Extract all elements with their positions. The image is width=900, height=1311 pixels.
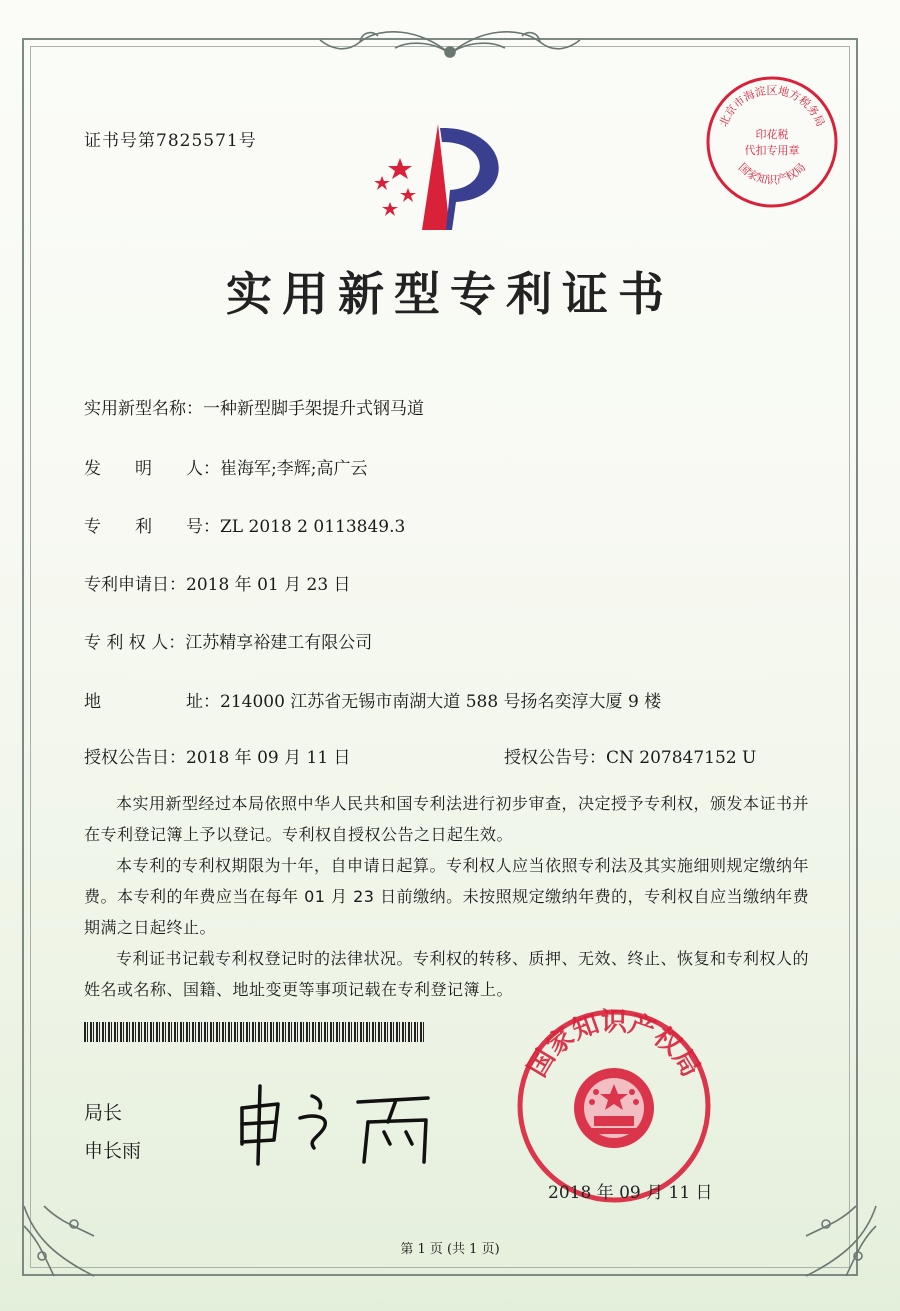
field-grant-date-value: 2018 年 09 月 11 日 [186,748,351,768]
field-patent-no-value: ZL 2018 2 0113849.3 [220,517,406,537]
signatory-role: 局长 [84,1102,123,1124]
note-paragraph: 本专利的专利权期限为十年，自申请日起算。专利权人应当依照专利法及其实施细则规定缴纳年费。本专利的年费应当在每年 01 月 23 日前缴纳。未按照规定缴纳年费的，专利权自应当缴纳年费期满之日起终止。 [84,856,810,937]
tax-stamp-bottom-text: 国家知识产权局 [735,160,809,187]
signatory-name: 申长雨 [84,1140,142,1162]
field-name [84,394,424,419]
field-filing-date [84,570,351,595]
tax-stamp-line1: 印花税 [755,128,789,141]
field-name-label: 实用新型名称： [84,399,203,419]
notes-block [84,788,814,1005]
field-name-value: 一种新型脚手架提升式钢马道 [203,399,424,419]
certificate-number: 证书号第7825571号 [84,131,257,151]
note-paragraph: 专利证书记载专利权登记时的法律状况。专利权的转移、质押、无效、终止、恢复和专利权人的姓名或名称、国籍、地址变更等事项记载在专利登记簿上。 [84,949,810,999]
field-filing-date-label: 专利申请日： [84,575,186,595]
seal-date: 2018 年 09 月 11 日 [548,1183,713,1203]
field-patent-no-label: 专 利 号： [84,517,220,537]
certificate-title: 实用新型专利证书 [226,267,674,321]
handwritten-signature [228,1078,448,1168]
field-patent-no [84,512,405,537]
tax-stamp [702,72,842,212]
field-grant-date-label: 授权公告日： [84,748,186,768]
tax-stamp-line2: 代扣专用章 [744,144,800,157]
cnipa-logo [360,118,530,238]
field-grant-no-label: 授权公告号： [504,748,606,768]
field-patentee [84,628,372,653]
page-number: 第 1 页 (共 1 页) [400,1242,500,1257]
field-inventor-value: 崔海军;李辉;高广云 [220,459,368,479]
field-inventor-label: 发 明 人： [84,459,220,479]
field-address [84,687,661,712]
seal-ring-text: 国家知识产权局 [522,1007,706,1083]
national-emblem-icon [574,1068,654,1148]
field-grant-no-value: CN 207847152 U [606,748,757,768]
field-grant-date [84,743,351,768]
note-paragraph: 本实用新型经过本局依照中华人民共和国专利法进行初步审查，决定授予专利权，颁发本证书并在专利登记簿上予以登记。专利权自授权公告之日起生效。 [84,794,810,844]
field-address-value: 214000 江苏省无锡市南湖大道 588 号扬名奕淳大厦 9 楼 [220,692,662,712]
field-patentee-value: 江苏精享裕建工有限公司 [185,633,373,653]
tax-stamp-ring-text: 北京市海淀区地方税务局 [716,84,828,129]
svg-text:国家知识产权局 [736,161,808,187]
field-inventor [84,454,367,479]
field-address-label: 地 址： [84,692,220,712]
field-grant-no [504,743,756,768]
field-filing-date-value: 2018 年 01 月 23 日 [186,575,351,595]
barcode [84,1022,424,1042]
top-ornament [300,18,600,68]
field-patentee-label: 专 利 权 人： [84,633,186,653]
national-ip-seal [514,1006,714,1206]
